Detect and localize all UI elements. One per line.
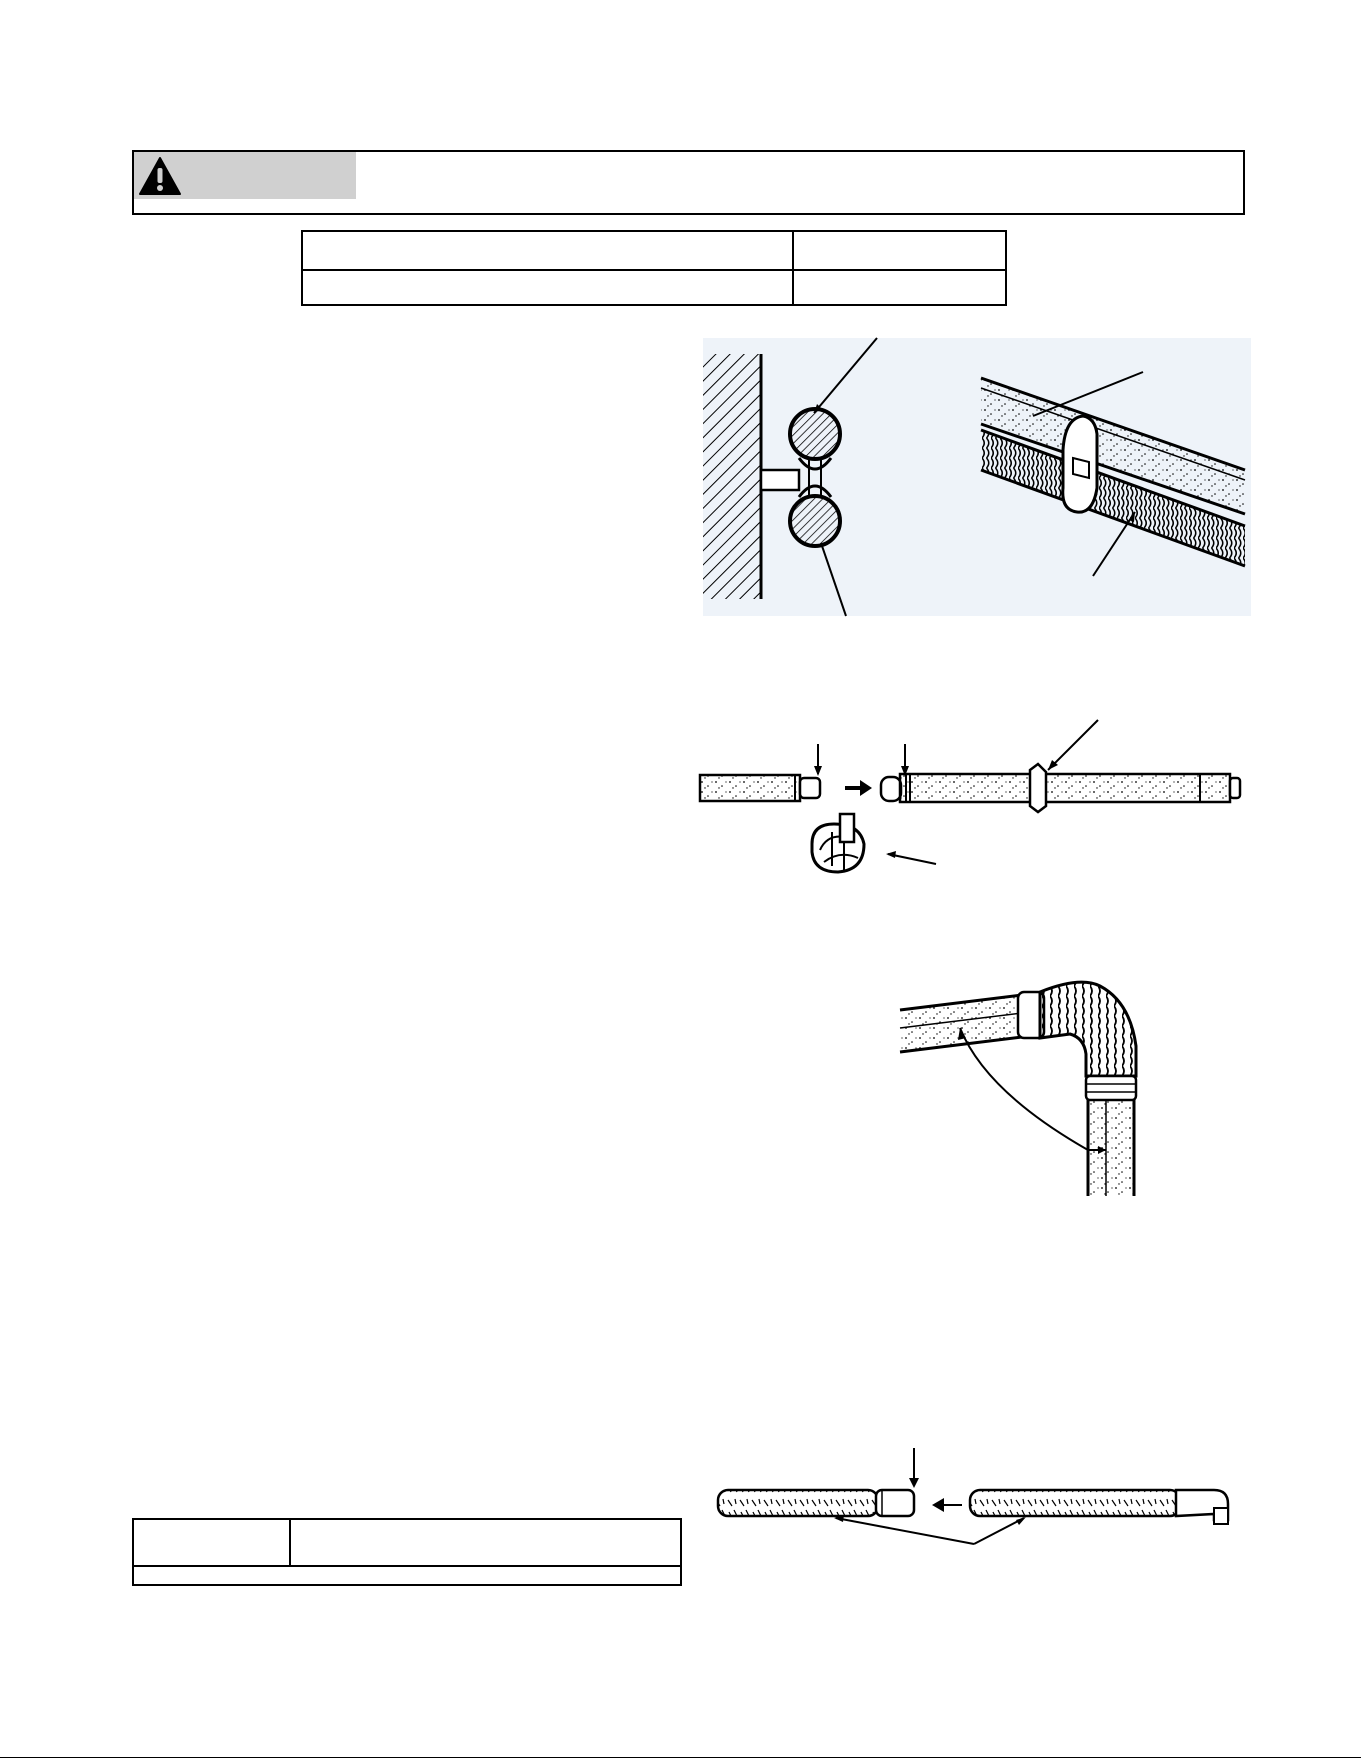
warning-triangle-icon — [138, 156, 182, 196]
note-divider — [134, 1565, 680, 1567]
note-header — [134, 1520, 291, 1567]
pipe-clip-joint-figure — [700, 720, 1240, 900]
wall-clamp-pipe-figure — [703, 338, 1251, 616]
note-box — [132, 1518, 682, 1586]
drain-hose-joint-figure — [714, 1448, 1242, 1562]
pipe-elbow-bend-figure — [890, 966, 1150, 1202]
spec-table — [301, 230, 1007, 306]
warning-header — [134, 152, 356, 199]
page-bottom-rule — [0, 1757, 1361, 1758]
